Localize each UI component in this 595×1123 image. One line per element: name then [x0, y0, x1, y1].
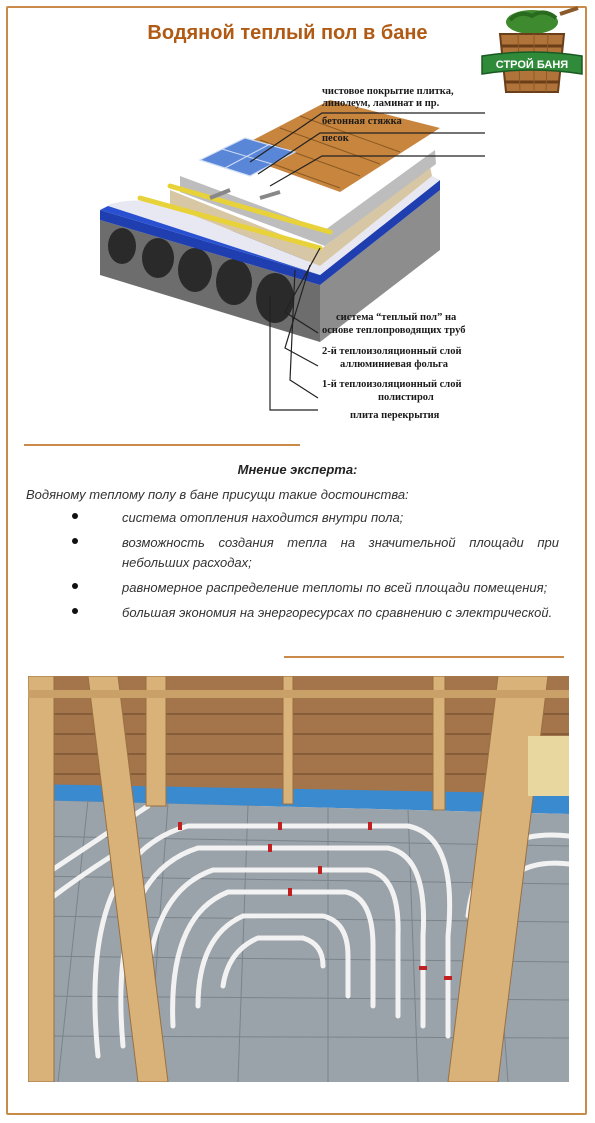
label-floor-slab: плита перекрытия [350, 410, 440, 421]
list-item-text: система отопления находится внутри пола; [122, 510, 404, 525]
bullet-icon [72, 538, 78, 544]
expert-intro: Водяному теплому полу в бане присущи такие достоинства: [26, 487, 409, 502]
bullet-icon [72, 583, 78, 589]
label-heating-system: система “теплый пол” на [336, 312, 457, 323]
page-title: Водяной теплый пол в бане [147, 22, 428, 44]
label-concrete-screed: бетонная стяжка [322, 116, 402, 127]
label-insulation-layer-1: 1-й теплоизоляционный слой [322, 379, 462, 390]
label-insulation-layer-1-b: полистирол [378, 392, 434, 403]
bullet-icon [72, 608, 78, 614]
list-item-text: возможность создания тепла на значительной площади при небольших расходах; [122, 535, 559, 570]
list-item-text: равномерное распределение теплоты по всей площади помещения; [122, 580, 548, 595]
list-item [0, 508, 595, 528]
list-item [0, 533, 595, 573]
svg-text:СТРОЙ БАНЯ: СТРОЙ БАНЯ [495, 59, 569, 71]
expert-heading: Мнение эксперта: [237, 462, 358, 477]
advantages-list [0, 508, 595, 628]
floor-installation-photo [28, 676, 569, 1082]
label-finish-coating-2: линолеум, ламинат и пр. [322, 98, 440, 109]
bullet-icon [72, 513, 78, 519]
list-item-text: большая экономия на энергоресурсах по сравнению с электрической. [122, 605, 553, 620]
divider-bottom [284, 656, 564, 658]
label-heating-system-2: основе теплопроводящих труб [322, 325, 466, 336]
divider-top [24, 444, 300, 446]
list-item [0, 603, 595, 623]
label-sand: песок [322, 133, 349, 144]
list-item [0, 578, 595, 598]
label-finish-coating: чистовое покрытие плитка, [322, 86, 454, 97]
label-insulation-layer-2-b: аллюминиевая фольга [340, 359, 449, 370]
label-insulation-layer-2: 2-й теплоизоляционный слой [322, 346, 462, 357]
